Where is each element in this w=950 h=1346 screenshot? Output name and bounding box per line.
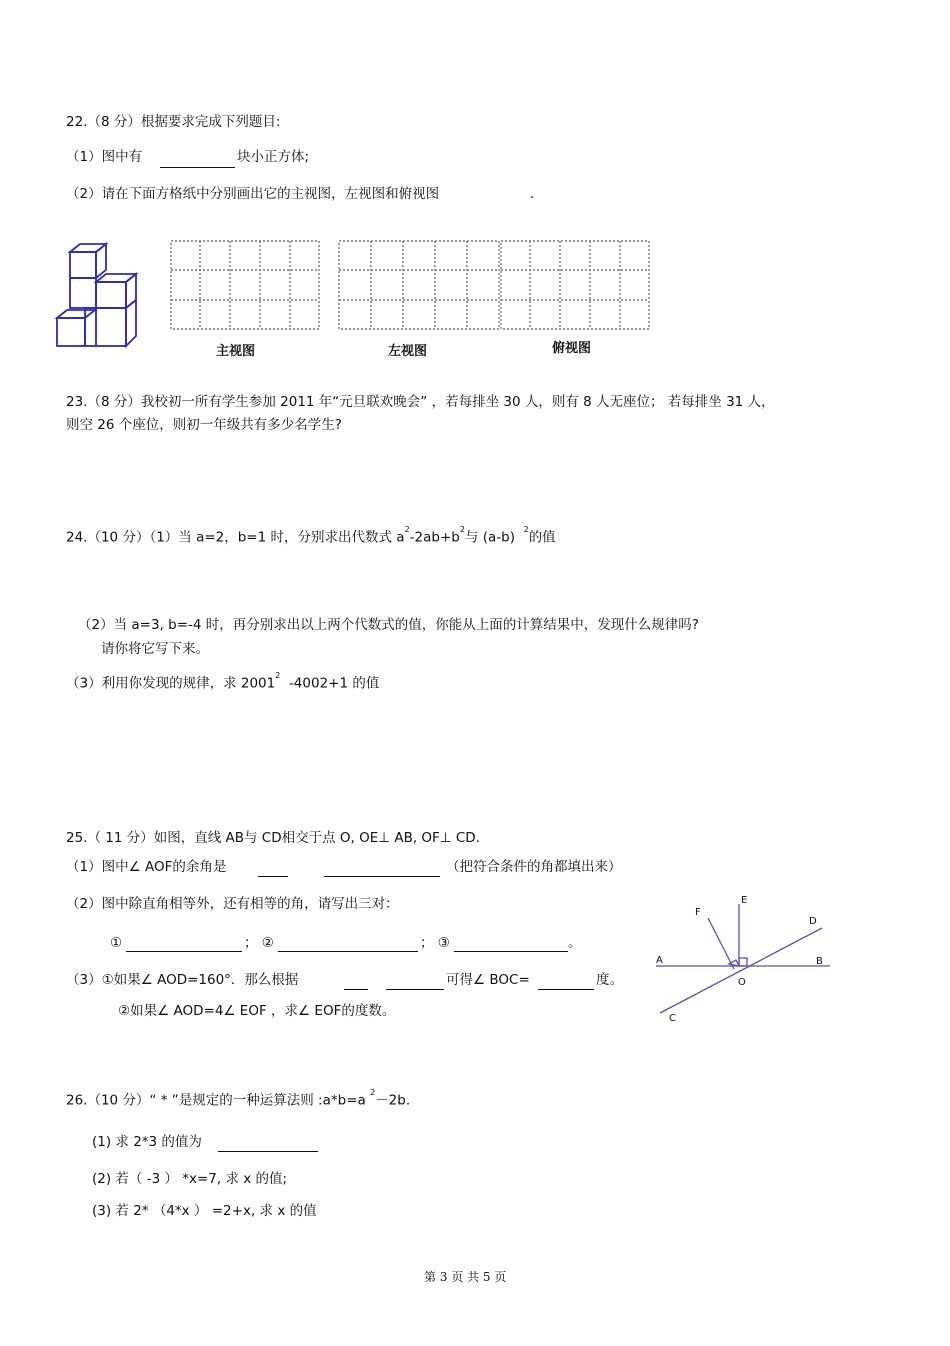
q24-part3-a: （3）利用你发现的规律，求 2001 [66,675,276,692]
q24-part1-b: -2ab+b [409,529,460,546]
q25-pair-end: 。 [568,935,582,951]
q25-pair-2-blank[interactable] [278,951,418,952]
label-top-view: 俯视图 [552,341,592,356]
q25-pair-3-blank[interactable] [454,951,568,952]
q25-part3-blank-1[interactable] [344,989,368,990]
label-left-view: 左视图 [388,344,428,359]
q25-pair-2-label: ； ② [244,935,274,951]
grid-left-view[interactable] [338,240,502,332]
q24-sup-1: 2 [404,525,410,534]
q22-title: 22.（8 分）根据要求完成下列题目: [66,114,281,130]
q22-part2-text: （2）请在下面方格纸中分别画出它的主视图，左视图和俯视图 [66,186,440,202]
q25-part3-text: （3）①如果∠ AOD=160°．那么根据 [66,972,299,988]
fig-label-F: F [695,907,701,918]
q26-part1-blank[interactable] [218,1151,318,1152]
q25-pair-1-label: ① [110,935,123,951]
q25-part3-blank-2[interactable] [386,989,444,990]
q24-sup-2: 2 [459,525,465,534]
q26-title-a: 26.（10 分）“ * ”是规定的一种运算法则 :a*b=a [66,1092,366,1109]
q25-pair-3-label: ； ③ [420,935,450,951]
q25-pair-1-blank[interactable] [126,951,242,952]
q25-part1-note: （把符合条件的角都填出来） [446,859,622,875]
q24-part1 [66,525,556,546]
q25-part1-blank-2[interactable] [324,876,440,877]
q25-part3-mid: 可得∠ BOC= [446,972,530,988]
q24-part3 [66,671,380,692]
angle-figure [650,890,850,1030]
fig-label-C: C [669,1013,676,1024]
q26-title [66,1088,411,1109]
q24-part2-line1: （2）当 a=3, b=-4 时，再分别求出以上两个代数式的值，你能从上面的计算结果中，发现什么规律吗? [78,617,699,633]
q26-part3: (3) 若 2* （4*x ） =2+x, 求 x 的值 [92,1203,317,1219]
q24-part3-b: -4002+1 的值 [288,675,380,692]
grid-front-view[interactable] [170,240,322,332]
q25-part3-blank-3[interactable] [538,989,594,990]
q24-part1-c: 与 (a-b) [464,529,515,546]
fig-label-O: O [738,977,746,988]
page-footer: 第 3 页 共 5 页 [424,1270,507,1284]
q26-sup: 2 [370,1088,376,1097]
q23-line1: 23.（8 分）我校初一所有学生参加 2011 年“元旦联欢晚会” ，若每排坐 30 人，则有 8 人无座位； 若每排坐 31 人， [66,394,775,410]
fig-label-A: A [656,955,663,966]
q24-part1-a: 24.（10 分）（1）当 a=2，b=1 时，分别求出代数式 a [66,529,405,546]
label-front-view: 主视图 [216,344,256,359]
q25-part3-end: 度。 [596,972,623,988]
q25-title: 25.（ 11 分）如图，直线 AB与 CD相交于点 O, OE⊥ AB, OF⊥ CD. [66,830,480,846]
q22-part1-text: （1）图中有 [66,149,143,165]
q26-title-b: －2b. [375,1092,411,1109]
q23-line2: 则空 26 个座位，则初一年级共有多少名学生? [66,417,342,433]
q24-sup-3: 2 [523,525,529,534]
q26-part1: (1) 求 2*3 的值为 [92,1134,202,1150]
q26-part2: (2) 若（ -3 ） *x=7, 求 x 的值; [92,1171,288,1187]
q22-part1-suffix: 块小正方体; [237,149,310,165]
q24-part2-line2: 请你将它写下来。 [101,641,209,657]
fig-label-E: E [741,895,748,906]
fig-label-B: B [816,956,823,967]
cube-stack-figure [52,240,142,350]
q22-part1-blank[interactable] [160,167,235,168]
q24-part1-d: 的值 [528,529,556,546]
q24-sup-4: 2 [275,671,281,680]
q22-part2-period: . [530,186,535,202]
q25-part1-blank-1[interactable] [258,876,288,877]
q25-part3-line2: ②如果∠ AOD=4∠ EOF ，求∠ EOF的度数。 [118,1003,396,1019]
grid-top-view[interactable] [500,240,652,332]
q25-part2-text: （2）图中除直角相等外，还有相等的角，请写出三对： [66,896,399,912]
q25-part1-text: （1）图中∠ AOF的余角是 [66,859,227,875]
fig-label-D: D [809,916,817,927]
